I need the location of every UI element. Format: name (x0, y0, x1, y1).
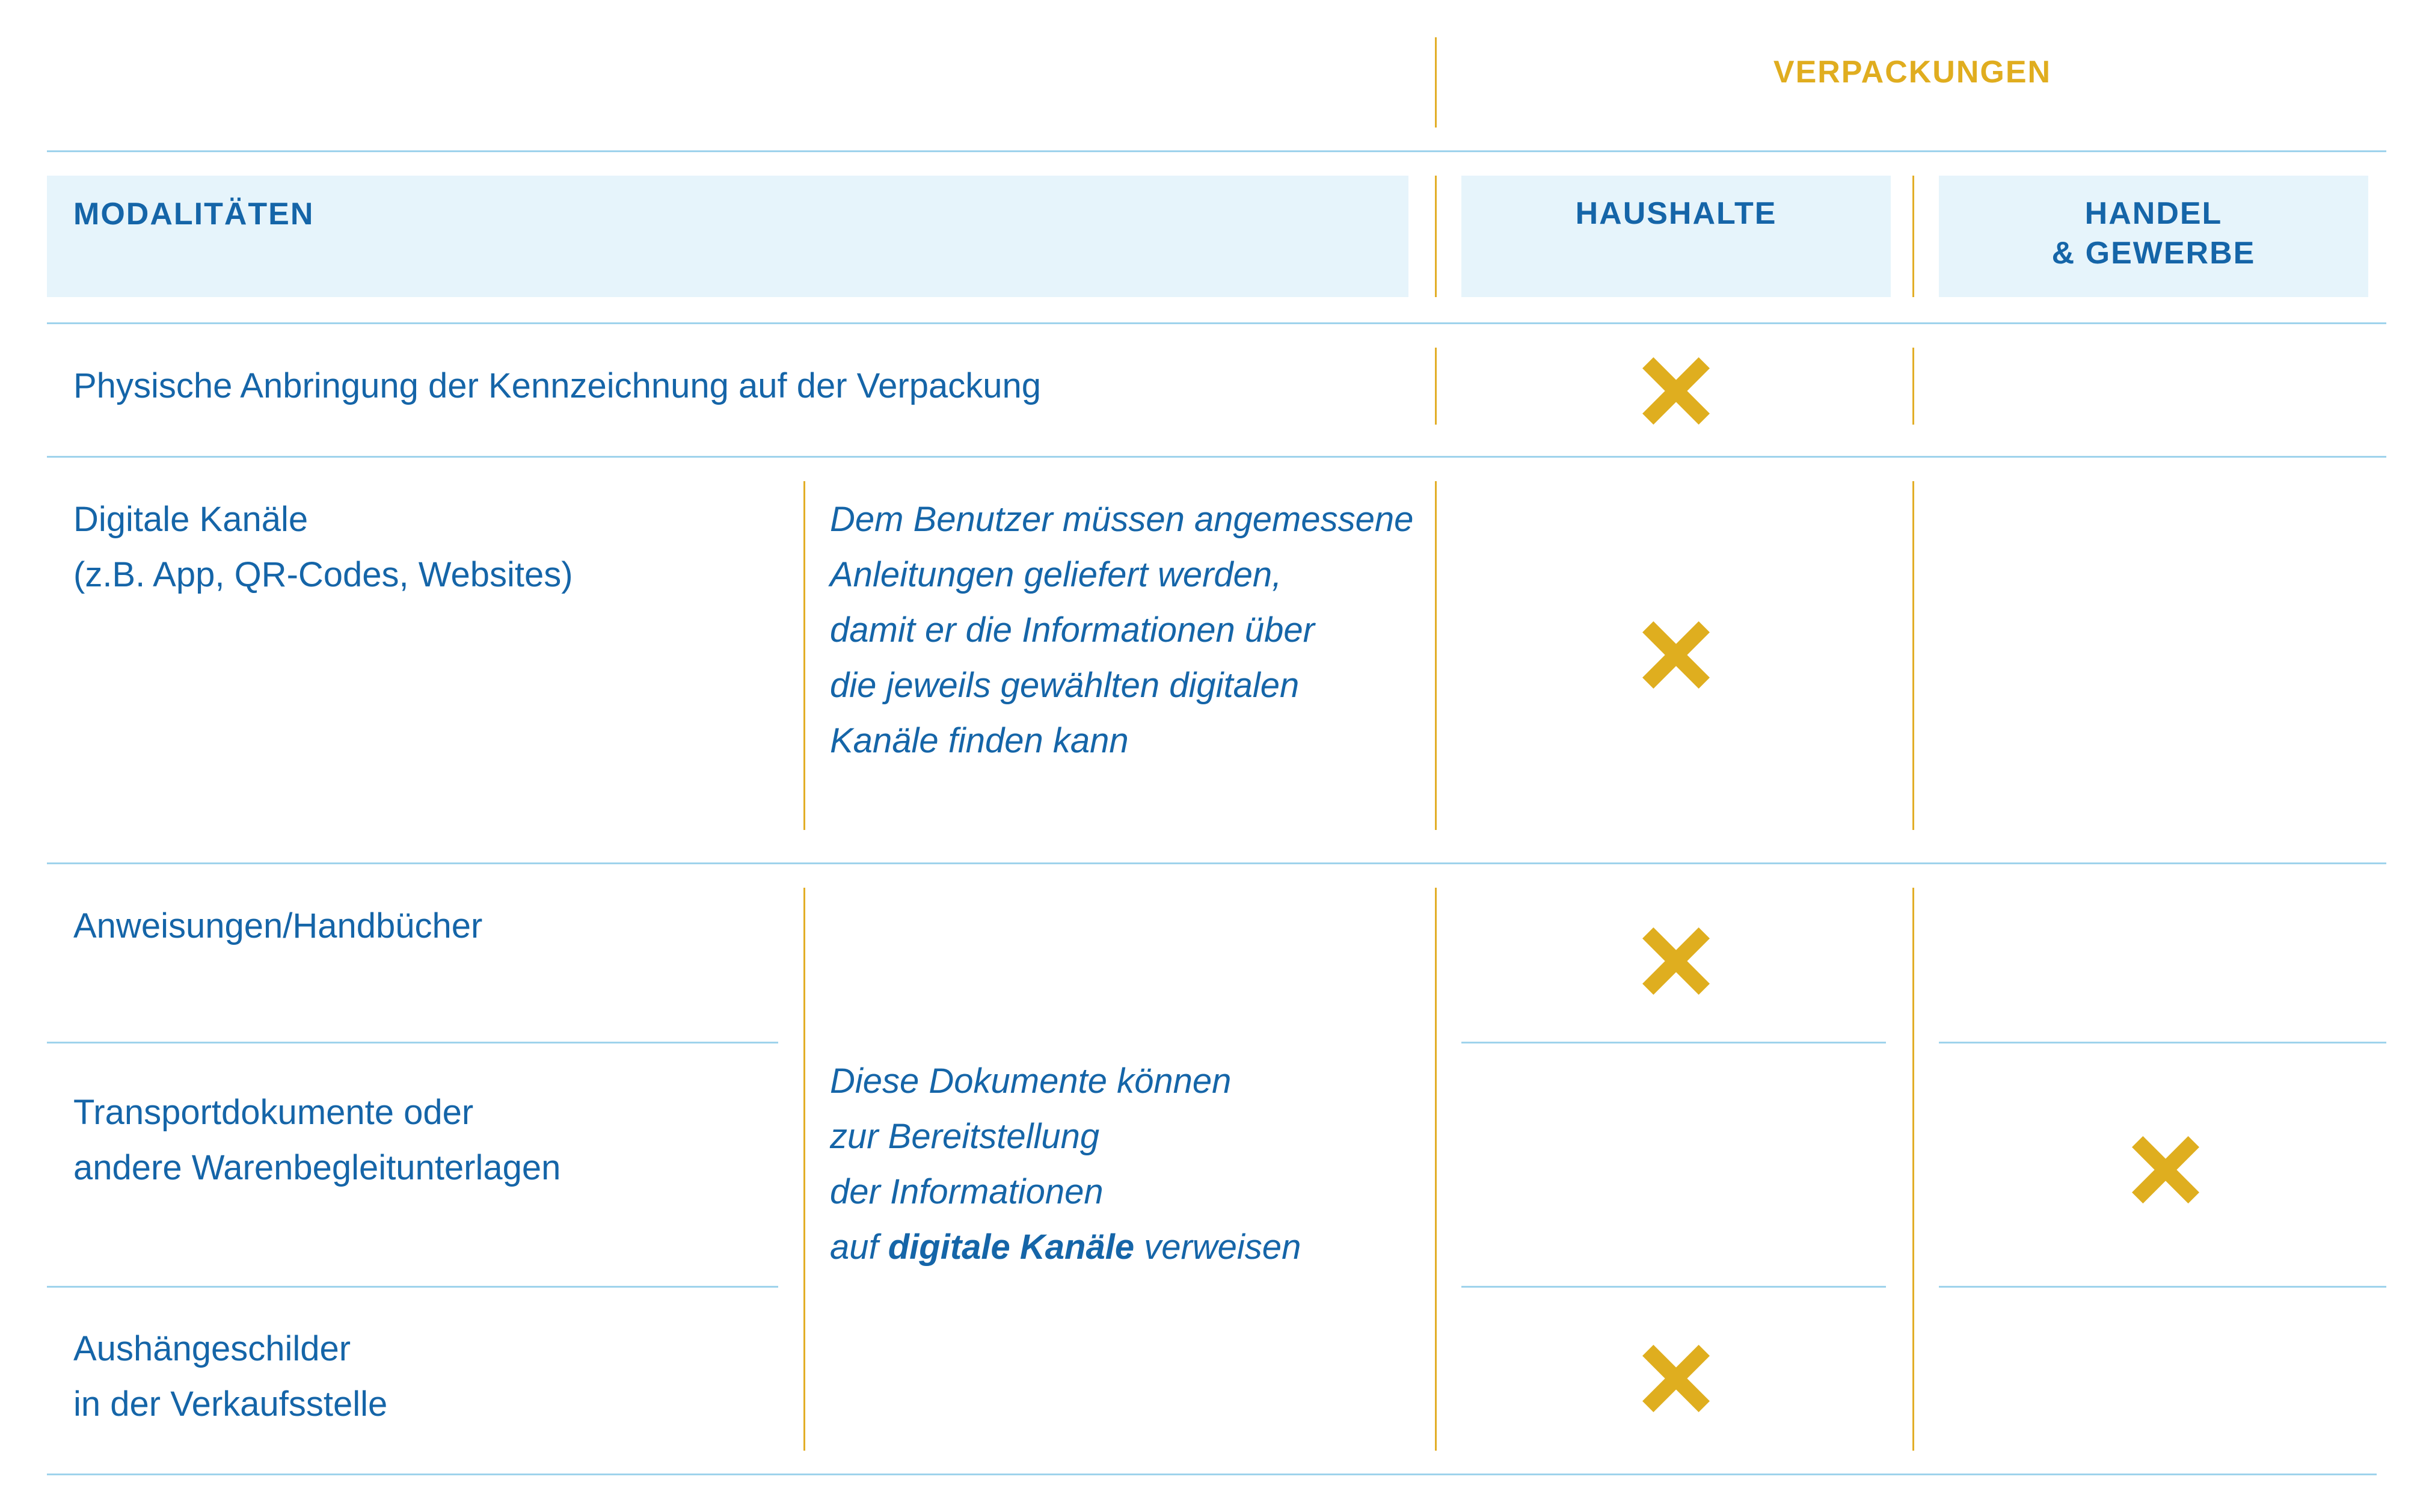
note-digital-line3: damit er die Informationen über (830, 610, 1315, 650)
note-documents-line4-post: verweisen (1134, 1228, 1301, 1267)
header-households: HAUSHALTE (1575, 196, 1777, 231)
header-trade (1939, 194, 2368, 273)
row-label-digital-line1: Digitale Kanäle (73, 500, 309, 539)
rule-bottom (47, 1474, 2377, 1475)
rule-manuals-trade (1939, 1042, 2386, 1043)
note-digital (830, 492, 1413, 769)
divider-physical-1 (1435, 348, 1437, 425)
row-label-transport-line2: andere Warenbegleitunterlagen (73, 1148, 561, 1187)
note-documents (830, 1054, 1301, 1275)
cross-mark-icon (1637, 352, 1715, 430)
note-digital-line4: die jeweils gewählten digitalen (830, 666, 1300, 705)
note-digital-line2: Anleitungen geliefert werden, (830, 555, 1282, 594)
row-label-manuals: Anweisungen/Handbücher (73, 906, 483, 945)
rule-manuals-households (1461, 1042, 1886, 1043)
rule-after-header (47, 322, 2386, 324)
row-label-transport-line1: Transportdokumente oder (73, 1093, 474, 1132)
row-label-physical: Physische Anbringung der Kennzeichnung auf der Verpackung (73, 366, 1042, 405)
divider-digital-1 (1435, 481, 1437, 830)
rule-after-physical (47, 456, 2386, 458)
rule-transport-left (47, 1286, 778, 1288)
note-digital-line5: Kanäle finden kann (830, 721, 1129, 760)
row-label-signs-line2: in der Verkaufsstelle (73, 1384, 388, 1424)
divider-digital-note (803, 481, 805, 830)
group-title-packaging: VERPACKUNGEN (1773, 55, 2052, 90)
header-trade-line1: HANDEL (2084, 196, 2223, 231)
note-documents-line4 (830, 1220, 1301, 1275)
cross-mark-icon (1637, 922, 1715, 1000)
note-documents-line1: Diese Dokumente können (830, 1062, 1232, 1101)
note-digital-line1: Dem Benutzer müssen angemessene (830, 500, 1414, 539)
divider-digital-2 (1912, 481, 1914, 830)
note-documents-line4-pre: auf (830, 1228, 888, 1267)
rule-transport-trade (1939, 1286, 2386, 1288)
cross-mark-icon (1637, 616, 1715, 694)
rule-transport-households (1461, 1286, 1886, 1288)
note-documents-line2: zur Bereitstellung (830, 1117, 1100, 1156)
cross-mark-icon (2127, 1131, 2205, 1209)
row-label-digital-line2: (z.B. App, QR-Codes, Websites) (73, 555, 573, 594)
row-label-signs-line1: Aushängeschilder (73, 1329, 351, 1368)
header-trade-line2: & GEWERBE (2051, 236, 2256, 271)
note-documents-emphasis: digitale Kanäle (888, 1228, 1135, 1267)
header-divider-top (1435, 37, 1437, 128)
cross-mark-icon (1637, 1339, 1715, 1418)
rule-after-digital (47, 862, 2386, 864)
row-label-digital (73, 492, 573, 603)
note-documents-line3: der Informationen (830, 1172, 1104, 1211)
rule-manuals-left (47, 1042, 778, 1043)
divider-lower-2 (1912, 888, 1914, 1451)
row-label-signs (73, 1321, 387, 1432)
row-label-transport (73, 1085, 560, 1196)
rule-top (47, 150, 2386, 152)
divider-physical-2 (1912, 348, 1914, 425)
header-modalities: MODALITÄTEN (73, 197, 315, 232)
header-cell-modalities (47, 176, 1408, 297)
header-divider-1 (1435, 176, 1437, 297)
divider-lower-1 (1435, 888, 1437, 1451)
header-divider-2 (1912, 176, 1914, 297)
divider-documents-note (803, 888, 805, 1451)
